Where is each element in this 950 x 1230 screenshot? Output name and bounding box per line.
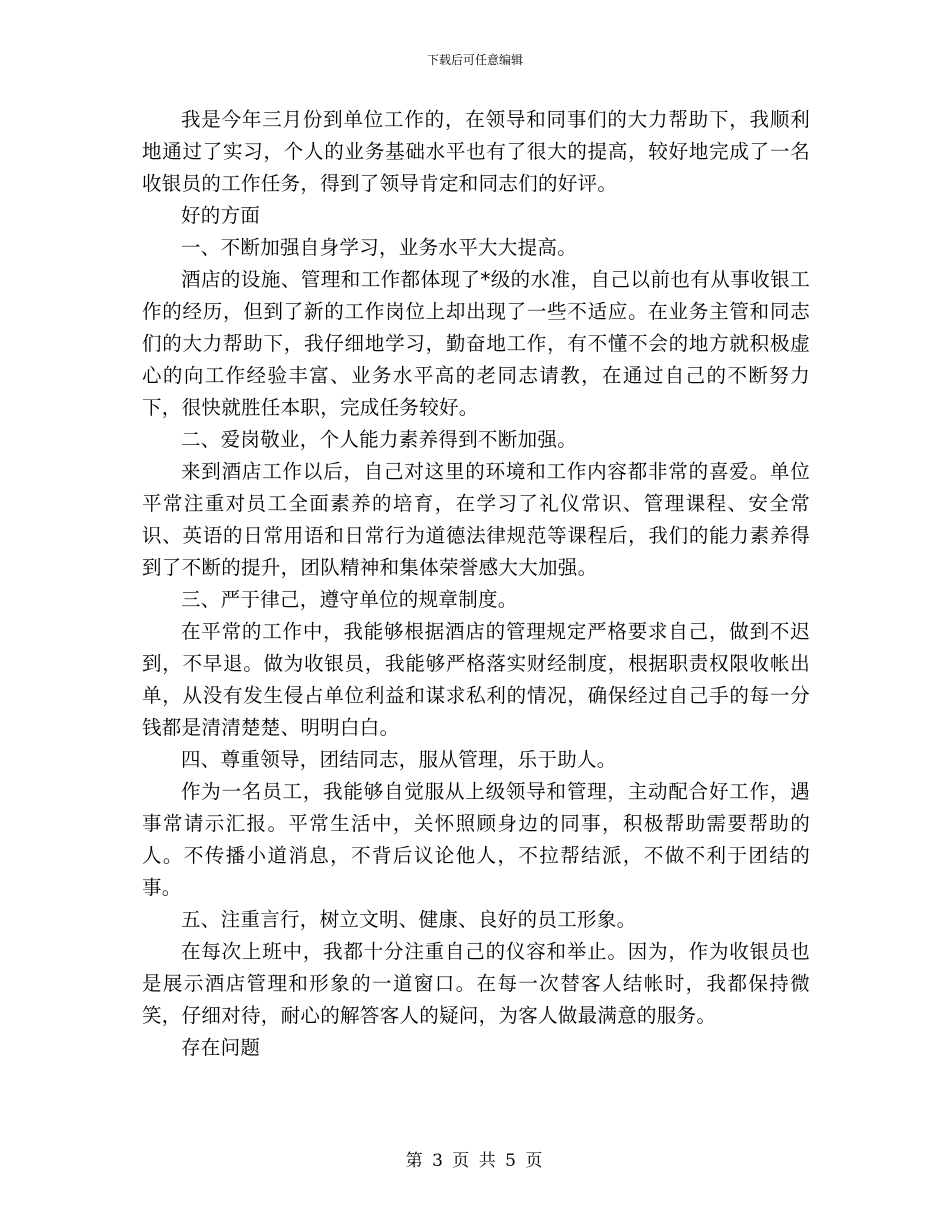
paragraph-point-4: 作为一名员工，我能够自觉服从上级领导和管理，主动配合好工作，遇事常请示汇报。平常生活中，关怀照顾身边的同事，积极帮助需要帮助的人。不传播小道消息，不背后议论他人，不拉帮结派，不做不利于团结的事。 xyxy=(142,780,810,899)
paragraph-point-5: 在每次上班中，我都十分注重自己的仪容和举止。因为，作为收银员也是展示酒店管理和形象的一道窗口。在每一次替客人结帐时，我都保持微笑，仔细对待，耐心的解答客人的疑问，为客人做最满意的服务。 xyxy=(142,940,810,1027)
paragraph-point-1: 酒店的设施、管理和工作都体现了*级的水准，自己以前也有从事收银工作的经历，但到了新的工作岗位上却出现了一些不适应。在业务主管和同志们的大力帮助下，我仔细地学习，勤奋地工作，有不懂不会的地方就积极虚心的向工作经验丰富、业务水平高的老同志请教，在通过自己的不断努力下，很快就胜任本职，完成任务较好。 xyxy=(142,268,810,419)
paragraph-intro: 我是今年三月份到单位工作的，在领导和同事们的大力帮助下，我顺利地通过了实习，个人的业务基础水平也有了很大的提高，较好地完成了一名收银员的工作任务，得到了领导肯定和同志们的好评。 xyxy=(142,108,810,195)
section-heading-problems: 存在问题 xyxy=(181,1036,261,1059)
paragraph-point-3: 在平常的工作中，我能够根据酒店的管理规定严格要求自己，做到不迟到，不早退。做为收银员，我能够严格落实财经制度，根据职责权限收帐出单，从没有发生侵占单位利益和谋求私利的情况，确保经过自己手的每一分钱都是清清楚楚、明明白白。 xyxy=(142,620,810,739)
point-heading-1: 一、不断加强自身学习，业务水平大大提高。 xyxy=(181,236,578,259)
point-heading-5: 五、注重言行，树立文明、健康、良好的员工形象。 xyxy=(181,908,637,931)
page-footer: 第 3 页 共 5 页 xyxy=(405,1151,545,1171)
point-heading-3: 三、严于律己，遵守单位的规章制度。 xyxy=(181,588,518,611)
paragraph-point-2: 来到酒店工作以后，自己对这里的环境和工作内容都非常的喜爱。单位平常注重对员工全面素养的培育，在学习了礼仪常识、管理课程、安全常识、英语的日常用语和日常行为道德法律规范等课程后，我们的能力素养得到了不断的提升，团队精神和集体荣誉感大大加强。 xyxy=(142,460,810,579)
point-heading-4: 四、尊重领导，团结同志，服从管理，乐于助人。 xyxy=(181,748,617,771)
document-body xyxy=(142,104,810,1064)
page-header: 下载后可任意编辑 xyxy=(426,53,523,67)
section-heading-strengths: 好的方面 xyxy=(181,204,261,227)
point-heading-2: 二、爱岗敬业，个人能力素养得到不断加强。 xyxy=(181,428,578,451)
